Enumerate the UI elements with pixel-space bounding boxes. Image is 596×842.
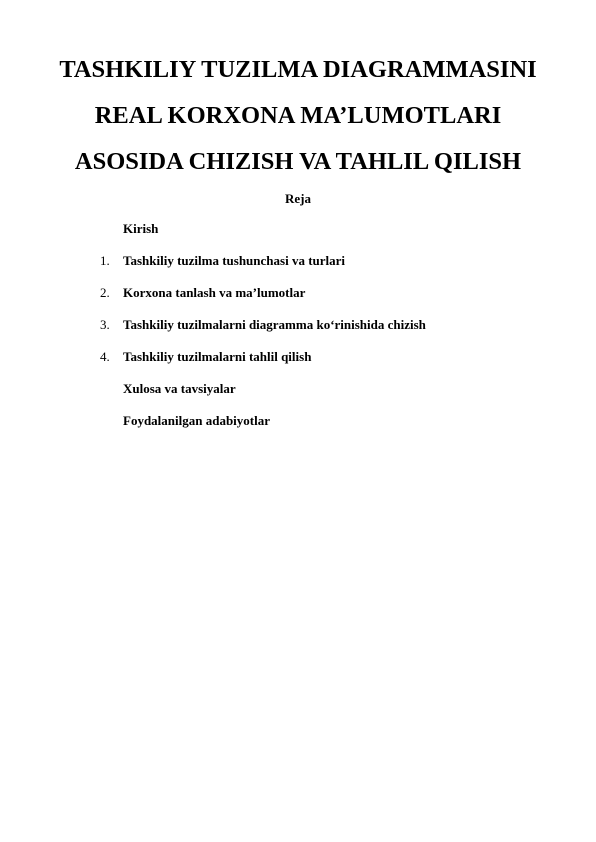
document-title-line-3: ASOSIDA CHIZISH VA TAHLIL QILISH [74,148,522,175]
document-title-line-2: REAL KORXONA MA’LUMOTLARI [94,102,502,129]
plan-list [0,221,596,445]
plan-item-3 [0,317,596,349]
document-title-line-1: TASHKILIY TUZILMA DIAGRAMMASINI [59,56,537,83]
plan-item-text: Korxona tanlash va ma’lumotlar [123,285,306,300]
plan-item-references [0,413,596,445]
plan-item-conclusion [0,381,596,413]
plan-item-1 [0,253,596,285]
plan-item-text: Xulosa va tavsiyalar [123,381,236,396]
plan-item-text: Tashkiliy tuzilma tushunchasi va turlari [123,253,346,268]
plan-item-number: 2. [100,285,110,300]
plan-item-text: Tashkiliy tuzilmalarni diagramma ko‘rinishida chizish [123,317,426,332]
plan-item-number: 1. [100,253,110,268]
plan-item-text: Kirish [123,221,159,236]
plan-item-number: 4. [100,349,110,364]
plan-item-2 [0,285,596,317]
plan-heading: Reja [285,191,311,206]
plan-item-text: Tashkiliy tuzilmalarni tahlil qilish [123,349,312,364]
plan-item-4 [0,349,596,381]
plan-item-number: 3. [100,317,110,332]
plan-item-introduction [0,221,596,253]
plan-item-text: Foydalanilgan adabiyotlar [123,413,270,428]
